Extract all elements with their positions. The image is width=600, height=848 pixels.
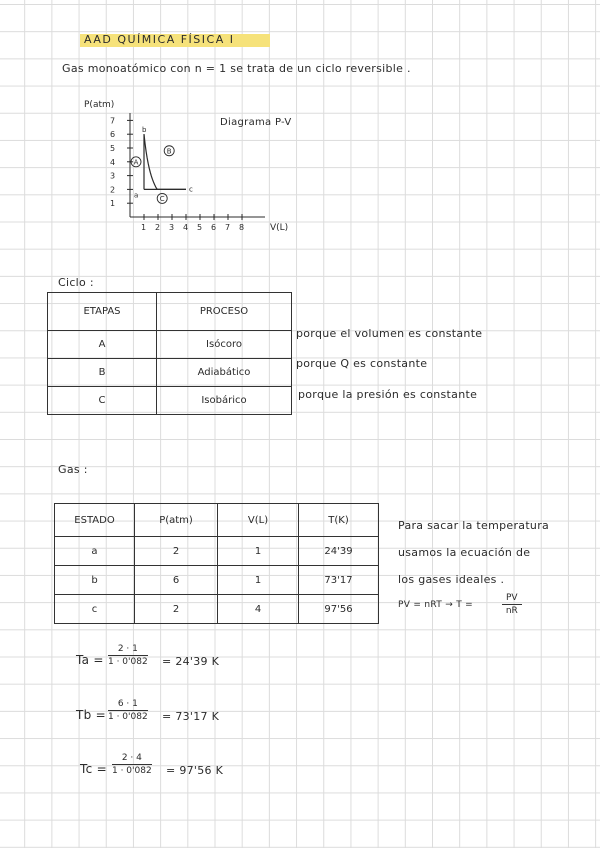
calc-tb-fraction — [108, 699, 148, 722]
x-tick-label: 3 — [169, 223, 175, 232]
header-volumen: V(L) — [218, 504, 299, 537]
estado-cell: c — [55, 595, 135, 624]
calc-tb-numerator: 6 · 1 — [108, 699, 148, 711]
proceso-cell: Isobárico — [157, 387, 292, 415]
point-b-label: b — [142, 126, 147, 135]
cycle-header-row — [48, 293, 292, 331]
cycle-table — [47, 292, 292, 415]
calc-tb-denominator: 1 · 0'082 — [108, 712, 148, 722]
calc-tc-fraction — [112, 753, 152, 776]
calc-ta-result: = 24'39 K — [162, 655, 220, 668]
diagram-caption: Diagrama P-V — [220, 117, 292, 128]
calc-tc-denominator: 1 · 0'082 — [112, 766, 152, 776]
x-tick-label: 5 — [197, 223, 203, 232]
estado-cell: b — [55, 566, 135, 595]
equation-fraction — [502, 593, 522, 616]
gas-heading: Gas : — [58, 463, 88, 476]
y-tick-label: 5 — [110, 144, 116, 153]
page-title: AAD QUÍMICA FÍSICA I — [84, 33, 235, 46]
table-row — [55, 537, 379, 566]
y-tick-label: 1 — [110, 199, 116, 209]
t-cell: 73'17 — [299, 566, 379, 595]
proceso-cell: Isócoro — [157, 331, 292, 359]
calc-tc-result: = 97'56 K — [166, 764, 224, 777]
etapa-cell: C — [48, 387, 157, 415]
calc-ta-numerator: 2 · 1 — [108, 644, 148, 656]
process-c-label: C — [159, 194, 165, 203]
ideal-gas-equation: PV = nRT → T = — [398, 600, 474, 610]
t-cell: 24'39 — [299, 537, 379, 566]
calc-tc-label: Tc = — [80, 762, 107, 776]
x-tick-label: 8 — [239, 223, 245, 232]
p-cell: 2 — [135, 595, 218, 624]
reason-a: porque el volumen es constante — [296, 327, 483, 340]
x-tick-label: 7 — [225, 223, 231, 232]
reason-c: porque la presión es constante — [298, 388, 478, 401]
x-axis-label: V(L) — [270, 223, 289, 233]
note-line-3: los gases ideales . — [398, 573, 505, 586]
y-tick-label: 7 — [110, 116, 116, 126]
y-tick-label: 6 — [110, 130, 116, 140]
process-b-label: B — [166, 147, 172, 156]
process-a-label: A — [133, 158, 139, 167]
calc-ta-label: Ta = — [76, 653, 104, 667]
proceso-cell: Adiabático — [157, 359, 292, 387]
equation-numerator: PV — [502, 593, 522, 605]
reason-b: porque Q es constante — [296, 357, 428, 370]
equation-denominator: nR — [505, 606, 518, 616]
point-c-label: c — [189, 185, 193, 194]
x-tick-label: 4 — [183, 223, 189, 232]
etapa-cell: B — [48, 359, 157, 387]
calc-ta-fraction — [108, 644, 148, 667]
v-cell: 1 — [218, 537, 299, 566]
calc-ta-denominator: 1 · 0'082 — [108, 657, 148, 667]
calc-tb-label: Tb = — [76, 708, 107, 722]
table-row — [55, 595, 379, 624]
y-tick-label: 4 — [110, 157, 116, 167]
calc-tc-numerator: 2 · 4 — [112, 753, 152, 765]
header-presion: P(atm) — [135, 504, 218, 537]
calc-tb-result: = 73'17 K — [162, 710, 220, 723]
y-tick-label: 3 — [110, 171, 116, 181]
x-tick-label: 2 — [155, 223, 161, 232]
table-row — [55, 566, 379, 595]
table-row — [48, 387, 292, 415]
gas-table — [54, 503, 379, 624]
intro-text: Gas monoatómico con n = 1 se trata de un ciclo reversible . — [62, 62, 411, 75]
v-cell: 4 — [218, 595, 299, 624]
x-tick-label: 6 — [211, 223, 217, 232]
point-a-label: a — [134, 191, 139, 200]
etapa-cell: A — [48, 331, 157, 359]
header-etapas: ETAPAS — [48, 293, 157, 331]
estado-cell: a — [55, 537, 135, 566]
note-line-2: usamos la ecuación de — [398, 546, 531, 559]
p-cell: 6 — [135, 566, 218, 595]
cycle-heading: Ciclo : — [58, 276, 94, 289]
header-proceso: PROCESO — [157, 293, 292, 331]
pv-diagram — [80, 95, 300, 235]
note-line-1: Para sacar la temperatura — [398, 519, 550, 532]
y-axis-label: P(atm) — [84, 100, 115, 110]
gas-header-row — [55, 504, 379, 537]
x-tick-label: 1 — [141, 223, 147, 232]
y-tick-label: 2 — [110, 185, 116, 195]
table-row — [48, 331, 292, 359]
p-cell: 2 — [135, 537, 218, 566]
header-temperatura: T(K) — [299, 504, 379, 537]
v-cell: 1 — [218, 566, 299, 595]
table-row — [48, 359, 292, 387]
process-b-curve — [144, 134, 186, 189]
header-estado: ESTADO — [55, 504, 135, 537]
t-cell: 97'56 — [299, 595, 379, 624]
